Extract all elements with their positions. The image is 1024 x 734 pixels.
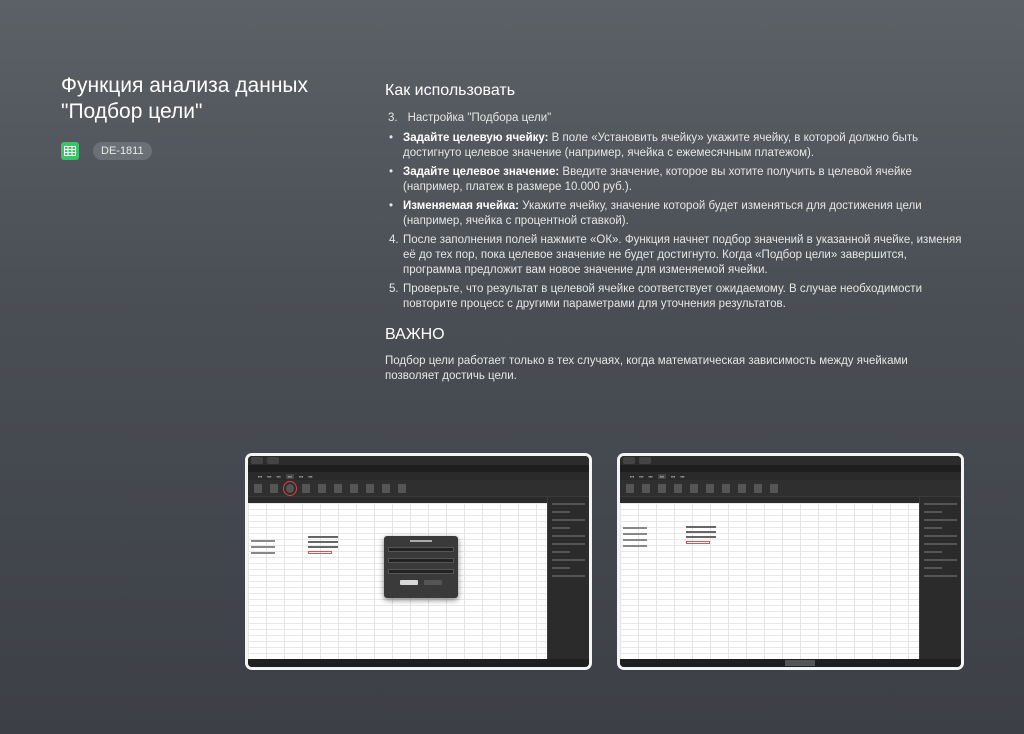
content <box>385 82 965 384</box>
step-3-number: 3. <box>388 112 398 124</box>
bullet-bold: Изменяемая ячейка: <box>403 200 519 212</box>
bullet-text: В поле «Установить ячейку» укажите ячейку, в которой должно быть достигнуто целевое значение (например, ячейка с ежемесячным платежом). <box>403 132 919 159</box>
page-title: Функция анализа данных "Подбор цели" <box>61 74 309 123</box>
step-text: После заполнения полей нажмите «ОК». Функция начнет подбор значений в указанной ячейке, изменяя её до тех пор, пока целевое значение не будет достигнуто. Когда «Подбор цели» завершится, программа предложит вам новое значение для изменяемой ячейки. <box>403 234 962 276</box>
instruction-list <box>385 131 965 312</box>
important-text: Подбор цели работает только в тех случаях, когда математическая зависимость между ячейками позволяет достичь цели. <box>385 355 908 382</box>
list-item <box>385 233 965 278</box>
spreadsheet-grid <box>620 503 919 659</box>
list-item <box>385 131 965 161</box>
spreadsheet-icon <box>61 142 79 160</box>
screenshot-image: ▪▪▪ ▪▪▪ ▪▪▪ ▪▪▪ ▪▪▪ ▪▪▪ <box>620 456 961 667</box>
bullet-marker: • <box>389 132 394 144</box>
list-item <box>385 165 965 195</box>
screenshot-image: ▪▪▪ ▪▪▪ ▪▪▪ ▪▪▪ ▪▪▪ ▪▪▪ <box>248 456 589 667</box>
bullet-text: Введите значение, которое вы хотите получить в целевой ячейке (например, платеж в размере 10.000 руб.). <box>403 166 912 193</box>
step-text: Проверьте, что результат в целевой ячейке соответствует ожидаемому. В случае необходимости повторите процесс с другими параметрами для уточнения результатов. <box>403 283 922 310</box>
id-badge: DE-1811 <box>93 142 152 160</box>
goal-seek-result-screenshot <box>617 453 964 670</box>
bullet-text: Укажите ячейку, значение которой будет изменяться для достижения цели (например, ячейка с процентной ставкой). <box>403 200 922 227</box>
header <box>61 73 361 160</box>
important-heading: ВАЖНО <box>385 326 445 343</box>
how-to-heading: Как использовать <box>385 82 516 99</box>
meta-row <box>61 142 361 160</box>
bullet-bold: Задайте целевое значение: <box>403 166 560 178</box>
step-number: 4. <box>389 234 399 246</box>
step-number: 5. <box>389 283 399 295</box>
list-item <box>385 199 965 229</box>
goal-seek-dialog-screenshot <box>245 453 592 670</box>
list-item <box>385 282 965 312</box>
step-3-text: Настройка "Подбора цели" <box>407 112 552 124</box>
step-3 <box>385 112 965 124</box>
bullet-bold: Задайте целевую ячейку: <box>403 132 549 144</box>
goal-seek-dialog <box>384 536 458 598</box>
bullet-marker: • <box>389 166 394 178</box>
bullet-marker: • <box>389 200 394 212</box>
